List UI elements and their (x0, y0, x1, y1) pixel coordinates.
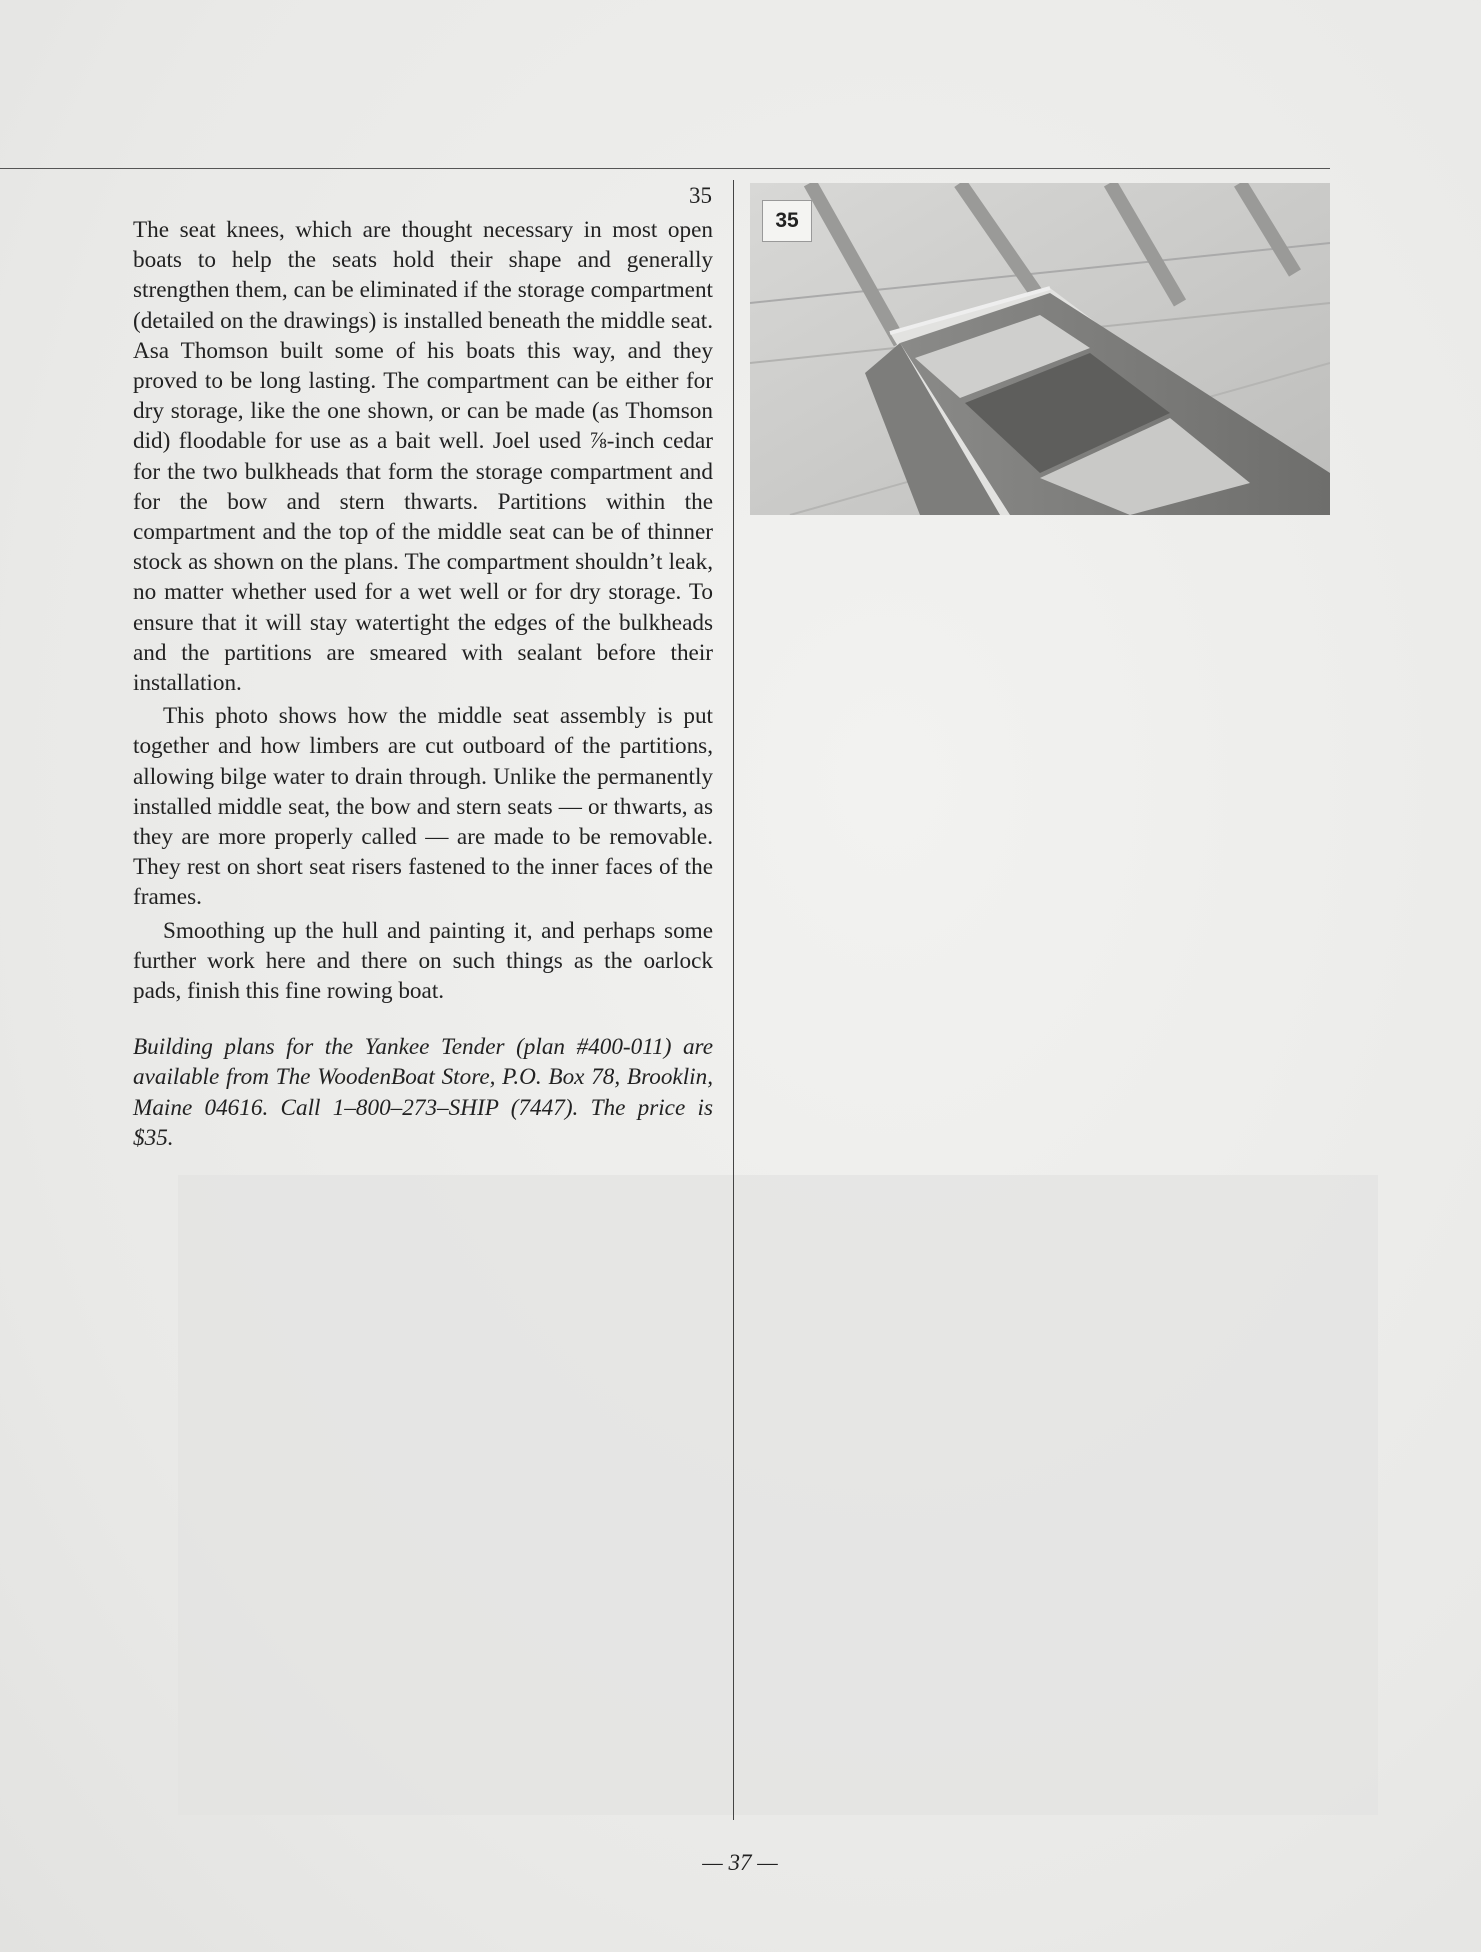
paragraph-2: This photo shows how the middle seat assembly is put together and how limbers are cut outboard of the partitions, allowing bilge water to drain through. Unlike the permanently installed middle seat, the bow and stern seats — or thwarts, as they are more properly called — are made to be removable. They rest on short seat risers fastened to the inner faces of the frames. (133, 703, 713, 911)
text-column (133, 215, 713, 1153)
photo-illustration (750, 183, 1330, 515)
bleed-through-shadow (178, 1175, 1378, 1815)
paragraph-3: Smoothing up the hull and painting it, and perhaps some further work here and there on such things as the oarlock pads, finish this fine rowing boat. (133, 917, 713, 1005)
boat-interior-photo (750, 183, 1330, 515)
column-divider (733, 180, 734, 1820)
page-number: — 37 — (702, 1850, 778, 1875)
plans-note: Building plans for the Yankee Tender (plan #400-011) are available from The WoodenBoat Store, P.O. Box 78, Brooklin, Maine 04616. Call 1–800–273–SHIP (7447). The price is $35. (133, 1034, 713, 1151)
photo-number-label: 35 (762, 200, 812, 242)
caption-number: 35 (689, 183, 712, 208)
paragraph-1: The seat knees, which are thought necessary in most open boats to help the seats hold their shape and generally strengthen them, can be eliminated if the storage compartment (detailed on the drawings) is installed beneath the middle seat. Asa Thomson built some of his boats this way, and they proved to be long lasting. The compartment can be either for dry storage, like the one shown, or can be made (as Thomson did) floodable for use as a bait well. Joel used ⅞-inch cedar for the two bulkheads that form the storage compartment and for the bow and stern thwarts. Partitions within the compartment and the top of the middle seat can be of thinner stock as shown on the plans. The compartment shouldn’t leak, no matter whether used for a wet well or for dry storage. To ensure that it will stay watertight the edges of the bulkheads and the partitions are smeared with sealant before their installation. (133, 217, 713, 697)
top-rule (0, 168, 1330, 169)
